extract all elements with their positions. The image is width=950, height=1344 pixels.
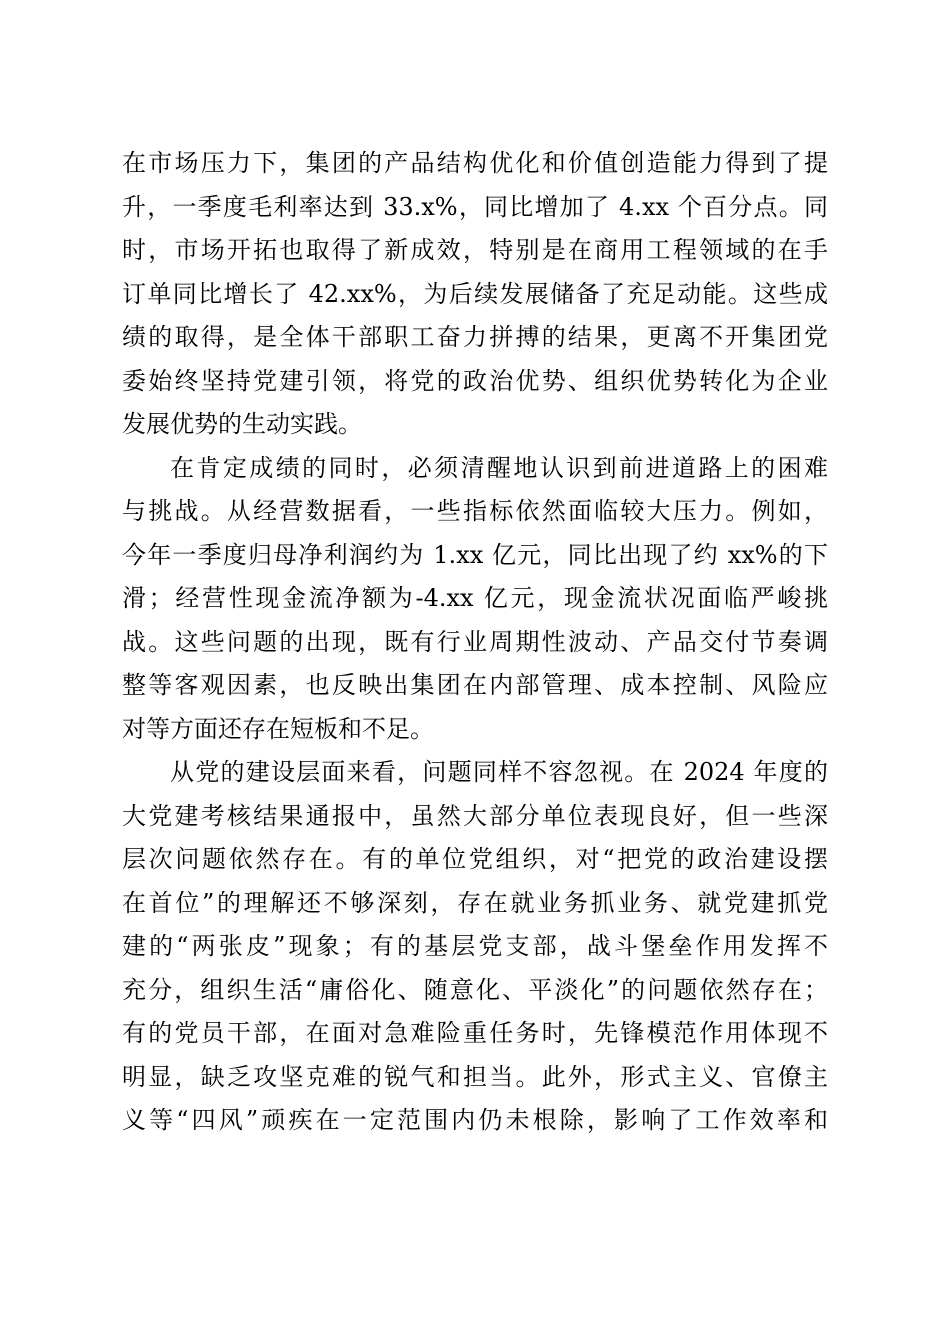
document-body bbox=[122, 142, 828, 1143]
paragraph-2-line-4: 滑；经营性现金流净额为-4.xx 亿元，现金流状况面临严峻挑 bbox=[122, 584, 828, 612]
paragraph-1-line-4: 订单同比增长了 42.xx%，为后续发展储备了充足动能。这些成 bbox=[122, 279, 828, 308]
paragraph-3-line-5: 建的“两张皮”现象；有的基层党支部，战斗堡垒作用发挥不 bbox=[122, 932, 828, 960]
paragraph-2-line-3: 今年一季度归母净利润约为 1.xx 亿元，同比出现了约 xx%的下 bbox=[122, 540, 828, 569]
paragraph-2-line-5: 战。这些问题的出现，既有行业周期性波动、产品交付节奏调 bbox=[122, 627, 828, 656]
paragraph-2-line-6: 整等客观因素，也反映出集团在内部管理、成本控制、风险应 bbox=[122, 671, 828, 699]
paragraph-3-line-7: 有的党员干部，在面对急难险重任务时，先锋模范作用体现不 bbox=[122, 1019, 828, 1047]
paragraph-3-line-8: 明显，缺乏攻坚克难的锐气和担当。此外，形式主义、官僚主 bbox=[122, 1062, 828, 1091]
paragraph-1-line-1: 在市场压力下，集团的产品结构优化和价值创造能力得到了提 bbox=[122, 149, 828, 177]
paragraph-1-line-3: 时，市场开拓也取得了新成效，特别是在商用工程领域的在手 bbox=[122, 236, 828, 264]
paragraph-3-line-2: 大党建考核结果通报中，虽然大部分单位表现良好，但一些深 bbox=[122, 801, 828, 830]
paragraph-2-line-7: 对等方面还存在短板和不足。 bbox=[122, 714, 434, 743]
paragraph-3-line-1: 从党的建设层面来看，问题同样不容忽视。在 2024 年度的 bbox=[170, 758, 828, 786]
paragraph-3-line-3: 层次问题依然存在。有的单位党组织，对“把党的政治建设摆 bbox=[122, 845, 828, 873]
paragraph-1-line-2: 升，一季度毛利率达到 33.x%，同比增加了 4.xx 个百分点。同 bbox=[122, 192, 828, 221]
paragraph-2-line-1: 在肯定成绩的同时，必须清醒地认识到前进道路上的困难 bbox=[170, 453, 828, 482]
paragraph-3-line-4: 在首位”的理解还不够深刻，存在就业务抓业务、就党建抓党 bbox=[122, 888, 828, 917]
paragraph-3-line-9: 义等“四风”顽疾在一定范围内仍未根除，影响了工作效率和 bbox=[122, 1106, 828, 1134]
paragraph-1-line-5: 绩的取得，是全体干部职工奋力拼搏的结果，更离不开集团党 bbox=[122, 323, 828, 351]
paragraph-3-line-6: 充分，组织生活“庸俗化、随意化、平淡化”的问题依然存在； bbox=[122, 975, 828, 1004]
paragraph-1-line-6: 委始终坚持党建引领，将党的政治优势、组织优势转化为企业 bbox=[122, 366, 828, 395]
paragraph-1-line-7: 发展优势的生动实践。 bbox=[122, 410, 362, 438]
paragraph-2-line-2: 与挑战。从经营数据看，一些指标依然面临较大压力。例如， bbox=[122, 497, 828, 525]
